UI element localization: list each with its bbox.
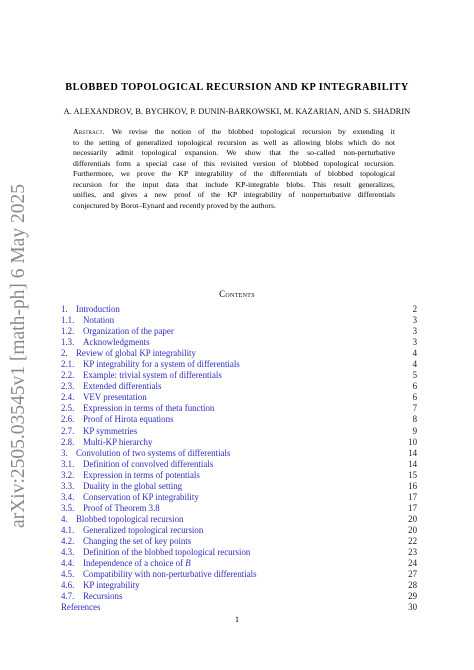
toc-entry-link[interactable] xyxy=(61,547,417,558)
toc-entry-page: 27 xyxy=(408,569,417,580)
abstract-first-line: We revise the notion of the blobbed topological recursion by extending it xyxy=(111,127,395,136)
toc-entry-page: 16 xyxy=(408,480,417,491)
toc-entry-page: 8 xyxy=(412,414,417,425)
toc-entry-link[interactable] xyxy=(61,536,417,547)
toc-entry-title: Duality in the global setting xyxy=(83,480,183,491)
toc-entry-page: 3 xyxy=(412,315,417,326)
toc-entry-link[interactable] xyxy=(61,348,417,359)
abstract-line: unifies, and gives a new proof of the KP integrability of nonperturbative differentials xyxy=(73,190,395,200)
toc-entry-title: Organization of the paper xyxy=(83,326,174,337)
toc-entry-number: 2.6. xyxy=(61,414,75,425)
toc-entry-number: 2.4. xyxy=(61,392,75,403)
abstract-line: Furthermore, we prove the KP integrability of the differentials of blobbed topological xyxy=(73,169,395,179)
toc-entry-number: 1.2. xyxy=(61,326,75,337)
toc-entry-title: Review of global KP integrability xyxy=(76,348,196,359)
paper-authors: A. ALEXANDROV, B. BYCHKOV, P. DUNIN-BARKOWSKI, M. KAZARIAN, AND S. SHADRIN xyxy=(63,107,411,116)
toc-entry-page: 4 xyxy=(412,348,417,359)
toc-entry-page: 6 xyxy=(412,381,417,392)
toc-entry-link[interactable] xyxy=(61,569,417,580)
toc-entry-number: 2.1. xyxy=(61,359,75,370)
toc-entry-title: Definition of convolved differentials xyxy=(83,458,214,469)
toc-entry-title: Changing the set of key points xyxy=(83,535,192,546)
toc-entry-title: Definition of the blobbed topological recursion xyxy=(83,547,251,558)
toc-entry-page: 20 xyxy=(408,513,417,524)
toc-entry-page: 6 xyxy=(412,392,417,403)
toc-entry-title: Introduction xyxy=(76,304,120,314)
toc-entry-link[interactable] xyxy=(61,437,417,448)
toc-entry-page: 22 xyxy=(408,535,417,546)
toc-entry-link[interactable] xyxy=(61,470,417,481)
toc-entry-link[interactable] xyxy=(61,492,417,503)
toc-entry-page: 14 xyxy=(408,447,417,458)
toc-entry-page: 24 xyxy=(408,558,417,569)
toc-entry-page: 20 xyxy=(408,524,417,535)
toc-entry-title: Expression in terms of potentials xyxy=(83,469,200,480)
toc-entry-page: 29 xyxy=(408,591,417,602)
toc-entry-title: References xyxy=(61,602,101,613)
abstract-line: necessarily admit topological expansion. We show that the so-called non-perturbative xyxy=(73,148,395,158)
toc-entry-number: 4.2. xyxy=(61,535,75,546)
toc-entry-page: 7 xyxy=(412,403,417,414)
arxiv-identifier-stamp xyxy=(6,184,32,528)
toc-entry-number: 2.2. xyxy=(61,370,75,381)
toc-entry-page: 9 xyxy=(412,425,417,436)
toc-entry-page: 17 xyxy=(408,491,417,502)
abstract-line xyxy=(73,127,395,138)
toc-entry-number: 2.3. xyxy=(61,381,75,392)
toc-entry-link[interactable] xyxy=(61,359,417,370)
toc-entry-number: 4.1. xyxy=(61,524,75,535)
toc-entry-number: 3.5. xyxy=(61,502,75,513)
page-number: 1 xyxy=(234,614,240,624)
toc-entry-title: Multi-KP hierarchy xyxy=(83,436,153,447)
toc-entry-title: Acknowledgments xyxy=(83,337,150,348)
toc-entry-title: Compatibility with non-perturbative differentials xyxy=(83,569,257,580)
toc-entry-title: Example: trivial system of differentials xyxy=(83,370,222,381)
toc-entry-page: 28 xyxy=(408,580,417,591)
toc-entry-title: KP integrability for a system of differentials xyxy=(83,359,240,370)
toc-entry-link[interactable] xyxy=(61,481,417,492)
toc-entry-number: 3.4. xyxy=(61,491,75,502)
toc-entry-page: 4 xyxy=(412,359,417,370)
toc-entry-number: 4.7. xyxy=(61,591,75,602)
toc-entry-link[interactable] xyxy=(61,326,417,337)
toc-entry-link[interactable] xyxy=(61,337,417,348)
toc-entry-title: Generalized topological recursion xyxy=(83,524,204,535)
toc-entry-number: 2.7. xyxy=(61,425,75,436)
toc-entry-title: KP symmetries xyxy=(83,425,138,436)
toc-entry-page: 3 xyxy=(412,337,417,348)
abstract xyxy=(73,127,395,211)
toc-entry-page: 15 xyxy=(408,469,417,480)
toc-entry-number: 1.1. xyxy=(61,315,75,326)
toc-references-link[interactable] xyxy=(61,602,417,613)
abstract-line: recursion for the input data that include KP-integrable blobs. This result generalizes, xyxy=(73,179,395,189)
toc-entry-title: Proof of Theorem 3.8 xyxy=(83,502,160,513)
toc-entry-link[interactable] xyxy=(61,558,417,569)
toc-entry-number: 4.5. xyxy=(61,569,75,580)
toc-entry-title: Blobbed topological recursion xyxy=(76,513,184,524)
toc-entry-page: 30 xyxy=(408,602,417,613)
toc-entry-number: 2.8. xyxy=(61,436,75,447)
toc-entry-page: 14 xyxy=(408,458,417,469)
paper-title: BLOBBED TOPOLOGICAL RECURSION AND KP INTEGRABILITY xyxy=(65,82,409,93)
toc-entry-link[interactable] xyxy=(61,315,417,326)
toc-entry-link[interactable] xyxy=(61,414,417,425)
toc-entry-title: Expression in terms of theta function xyxy=(83,403,215,414)
toc-entry-number: 4.6. xyxy=(61,580,75,591)
toc-entry-title: Independence of a choice of B xyxy=(83,558,191,569)
toc-entry-number: 2.5. xyxy=(61,403,75,414)
toc-entry-link[interactable] xyxy=(61,503,417,514)
toc-entry-page: 23 xyxy=(408,547,417,558)
toc-entry-title: Notation xyxy=(83,315,115,326)
abstract-label: Abstract. xyxy=(73,127,105,136)
toc-entry-title: Proof of Hirota equations xyxy=(83,414,174,425)
toc-entry-title: Conservation of KP integrability xyxy=(83,491,199,502)
toc-entry-title: KP integrability xyxy=(83,580,140,591)
toc-entry-title: Convolution of two systems of differentials xyxy=(76,447,231,458)
toc-entry-number: 4.3. xyxy=(61,547,75,558)
toc-entry-link[interactable] xyxy=(61,448,417,459)
abstract-line: conjectured by Borot–Eynard and recently proved by the authors. xyxy=(73,200,276,210)
toc-entry-link[interactable] xyxy=(61,514,417,525)
toc-entry-title: Recursions xyxy=(83,591,123,602)
contents-heading: Contents xyxy=(219,289,255,299)
table-of-contents xyxy=(61,304,417,613)
toc-entry-title: Extended differentials xyxy=(83,381,162,392)
toc-entry-link[interactable] xyxy=(61,403,417,414)
toc-entry-page: 5 xyxy=(412,370,417,381)
toc-entry-number: 3. xyxy=(61,447,68,458)
toc-entry-number: 3.2. xyxy=(61,469,75,480)
arxiv-identifier-text: arXiv:2505.03545v1 [math-ph] 6 May 2025 xyxy=(8,184,30,528)
toc-entry-link[interactable] xyxy=(61,459,417,470)
toc-entry-number: 3.1. xyxy=(61,458,75,469)
toc-entry-number: 1. xyxy=(61,304,68,314)
toc-entry-number: 4. xyxy=(61,513,68,524)
toc-entry-link[interactable] xyxy=(61,591,417,602)
toc-entry-number: 1.3. xyxy=(61,337,75,348)
toc-entry-link[interactable] xyxy=(61,580,417,591)
toc-entry-page: 10 xyxy=(408,436,417,447)
toc-entry-link[interactable] xyxy=(61,381,417,392)
toc-entry-page: 3 xyxy=(412,326,417,337)
toc-entry-number: 4.4. xyxy=(61,558,75,569)
toc-entry-link[interactable] xyxy=(61,370,417,381)
toc-entry-link[interactable] xyxy=(61,392,417,403)
abstract-line: differentials form a special case of this revisited version of blobbed topological recursion. xyxy=(73,158,395,168)
toc-entry-page: 17 xyxy=(408,502,417,513)
toc-entry-link[interactable] xyxy=(61,525,417,536)
toc-entry-number: 3.3. xyxy=(61,480,75,491)
toc-entry-page: 2 xyxy=(412,304,417,314)
toc-entry-number: 2. xyxy=(61,348,68,359)
toc-entry-link[interactable] xyxy=(61,426,417,437)
toc-entry-title: VEV presentation xyxy=(83,392,147,403)
toc-entry-link[interactable] xyxy=(61,304,417,315)
abstract-line: to the setting of generalized topological recursion as well as allowing blobs which do not xyxy=(73,137,395,147)
